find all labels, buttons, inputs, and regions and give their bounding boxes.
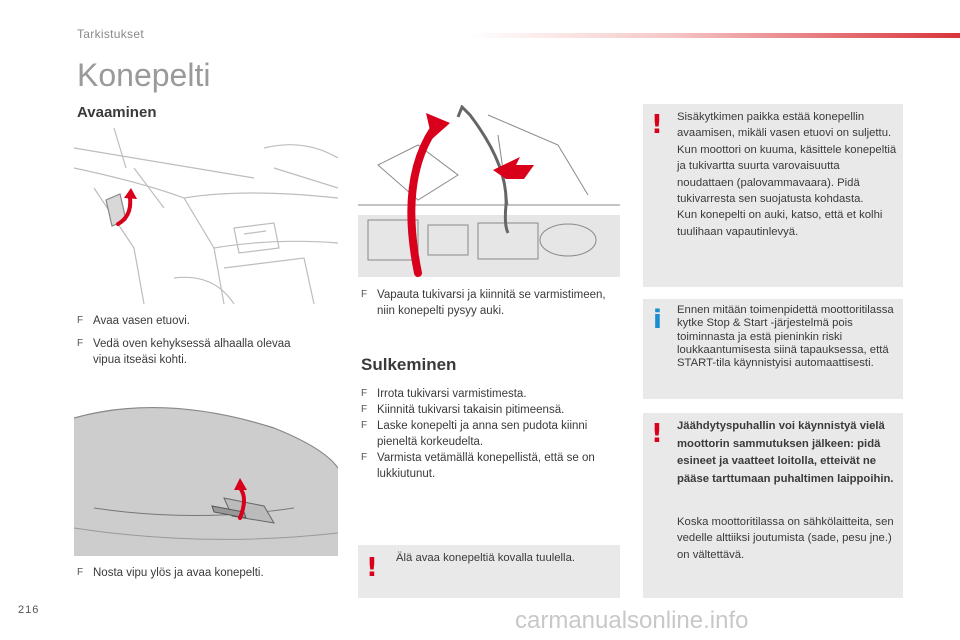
warning-paragraph: Kun moottori on kuuma, käsittele konepeltiä ja tukivartta suurta varovaisuutta noudattaen (palovammavaara). Pidä tukivarresta sen suojatusta kohdasta. xyxy=(677,143,897,206)
warning-paragraph: Kun konepelti on auki, katso, että et kolhi tuulihaan vapautinlevyä. xyxy=(677,209,883,238)
warning-icon: ! xyxy=(651,110,663,140)
page-title: Konepelti xyxy=(77,57,211,93)
closing-steps xyxy=(361,386,621,482)
list-item xyxy=(361,287,611,319)
section-label: Tarkistukset xyxy=(77,27,144,41)
warning-bold-text: Jäähdytyspuhallin voi käynnistyä vielä moottorin sammutuksen jälkeen: pidä esineet ja vaatteet loitolla, etteivät ne pääse tarttumaan puhaltimen laippoihin. xyxy=(677,420,894,485)
engine-bay-prop-illustration xyxy=(358,105,620,277)
list-item xyxy=(361,386,621,402)
header-accent-bar xyxy=(470,33,960,38)
list-item xyxy=(77,336,317,368)
page-number: 216 xyxy=(18,604,40,616)
step-text: Vapauta tukivarsi ja kiinnitä se varmistimeen, niin konepelti pysyy auki. xyxy=(377,289,606,317)
bullet-icon: F xyxy=(361,388,368,399)
step-text: Irrota tukivarsi varmistimesta. xyxy=(377,388,527,400)
list-item xyxy=(77,313,317,329)
warning-text xyxy=(677,109,899,240)
opening-heading: Avaaminen xyxy=(77,104,157,121)
wind-warning-box xyxy=(358,545,620,598)
bonnet-release-illustration xyxy=(74,398,338,556)
list-item xyxy=(361,418,621,450)
step-text: Nosta vipu ylös ja avaa konepelti. xyxy=(93,567,264,579)
closing-heading: Sulkeminen xyxy=(361,355,457,374)
door-frame-lever-illustration xyxy=(74,128,338,304)
list-item xyxy=(361,450,621,482)
step-text: Vedä oven kehyksessä alhaalla olevaa vipua itseäsi kohti. xyxy=(93,338,291,366)
info-icon: i xyxy=(653,305,662,335)
bullet-icon: F xyxy=(361,452,368,463)
warning-icon: ! xyxy=(366,553,378,583)
watermark: carmanualsonline.info xyxy=(515,607,749,634)
bullet-icon: F xyxy=(361,289,368,300)
bullet-icon: F xyxy=(361,420,368,431)
bullet-icon: F xyxy=(77,338,84,349)
bullet-icon: F xyxy=(77,315,84,326)
step-text: Varmista vetämällä konepellistä, että se on lukkiutunut. xyxy=(377,452,595,480)
warning-paragraph: Sisäkytkimen paikka estää konepellin avaamisen, mikäli vasen etuovi on suljettu. xyxy=(677,111,892,140)
warning-text: Koska moottoritilassa on sähkölaitteita, sen vedelle alttiiksi joutumista (sade, pesu jne.) on vältettävä. xyxy=(677,516,894,561)
info-text: Ennen mitään toimenpidettä moottoritilassa kytke Stop & Start -järjestelmä pois toiminnasta ja estä pieninkin riski loukkaantumisesta siinä tapauksessa, että START-tila käynnistyisi automaattisesti. xyxy=(677,304,894,370)
warning-icon: ! xyxy=(651,419,663,449)
wind-warning-text: Älä avaa konepeltiä kovalla tuulella. xyxy=(396,552,575,564)
step-text: Laske konepelti ja anna sen pudota kiinni pieneltä korkeudelta. xyxy=(377,420,588,448)
bullet-icon: F xyxy=(77,567,84,578)
bullet-icon: F xyxy=(361,404,368,415)
info-box-stop-start xyxy=(643,299,903,399)
warning-box-hood xyxy=(643,104,903,287)
warning-box-fan xyxy=(643,413,903,598)
list-item xyxy=(77,565,327,581)
step-text: Avaa vasen etuovi. xyxy=(93,315,190,327)
list-item xyxy=(361,402,621,418)
step-text: Kiinnitä tukivarsi takaisin pitimeensä. xyxy=(377,404,565,416)
